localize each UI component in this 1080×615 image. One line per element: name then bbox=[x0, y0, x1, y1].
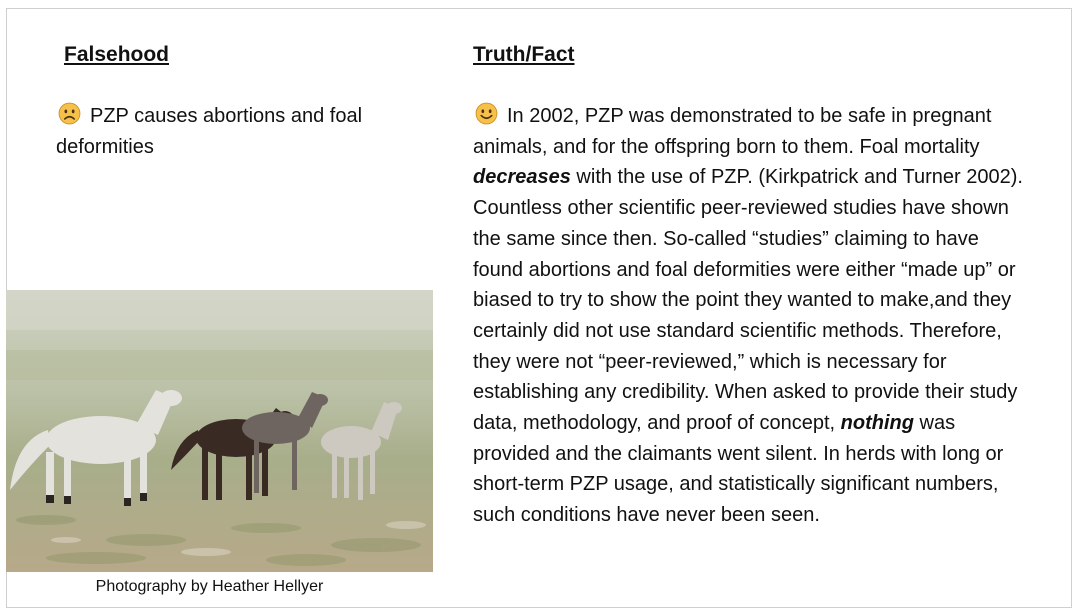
falsehood-statement bbox=[56, 101, 436, 162]
frowning-face-icon bbox=[58, 102, 81, 125]
fact-statement bbox=[473, 101, 1033, 531]
fact-emphasis-nothing: nothing bbox=[840, 412, 914, 435]
fact-text-1: In 2002, PZP was demonstrated to be safe in pregnant animals, and for the offspring born to them. Foal mortality bbox=[473, 105, 992, 158]
falsehood-text: PZP causes abortions and foal deformities bbox=[56, 105, 363, 158]
falsehood-heading: Falsehood bbox=[64, 43, 170, 66]
photo-caption: Photography by Heather Hellyer bbox=[95, 578, 324, 595]
fact-emphasis-decreases: decreases bbox=[473, 166, 571, 189]
fact-text-3: was provided and the claimants went silent. In herds with long or short-term PZP usage, and statistically significant numbers, such conditions have never been seen. bbox=[473, 412, 1004, 527]
horses-photo bbox=[6, 290, 433, 572]
fact-text-2: with the use of PZP. (Kirkpatrick and Turner 2002). Countless other scientific peer-reviewed studies have shown the same since then. So-called “studies” claiming to have found abortions and foal deformities were either “made up” or biased to try to show the point they wanted to make,and they certainly did not use standard scientific methods. Therefore, they were not “peer-reviewed,” which is necessary for establishing any credibility. When asked to provide their study data, methodology, and proof of concept, bbox=[473, 166, 1023, 435]
smiling-face-icon bbox=[475, 102, 498, 125]
fact-heading: Truth/Fact bbox=[473, 43, 575, 66]
